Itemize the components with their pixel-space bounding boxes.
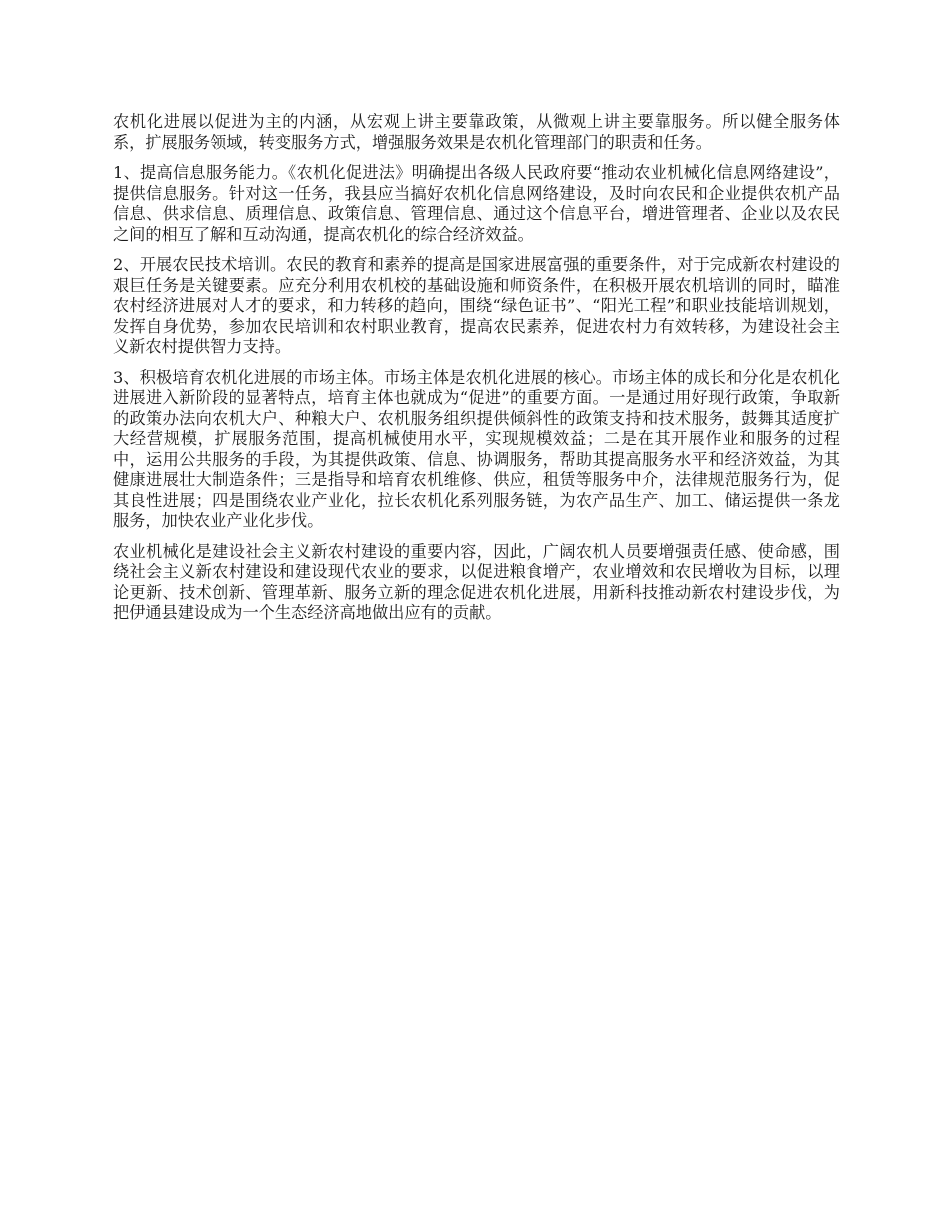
document-body xyxy=(113,112,840,634)
paragraph-information-service: 1、提高信息服务能力。《农机化促进法》明确提出各级人民政府要“推动农业机械化信息网络建设”，提供信息服务。针对这一任务，我县应当搞好农机化信息网络建设，及时向农民和企业提供农机产品信息、供求信息、质理信息、政策信息、管理信息、通过这个信息平台，增进管理者、企业以及农民之间的相互了解和互动沟通，提高农机化的综合经济效益。 xyxy=(113,163,840,244)
paragraph-market-entities: 3、积极培育农机化进展的市场主体。市场主体是农机化进展的核心。市场主体的成长和分化是农机化进展进入新阶段的显著特点，培育主体也就成为“促进”的重要方面。一是通过用好现行政策，争取新的政策办法向农机大户、种粮大户、农机服务组织提供倾斜性的政策支持和技术服务，鼓舞其适度扩大经营规模，扩展服务范围，提高机械使用水平，实现规模效益；二是在其开展作业和服务的过程中，运用公共服务的手段，为其提供政策、信息、协调服务，帮助其提高服务水平和经济效益，为其健康进展壮大制造条件；三是指导和培育农机维修、供应，租赁等服务中介，法律规范服务行为，促其良性进展；四是围绕农业产业化，拉长农机化系列服务链，为农产品生产、加工、储运提供一条龙服务，加快农业产业化步伐。 xyxy=(113,367,840,530)
paragraph-intro: 农机化进展以促进为主的内涵，从宏观上讲主要靠政策，从微观上讲主要靠服务。所以健全服务体系，扩展服务领域，转变服务方式，增强服务效果是农机化管理部门的职责和任务。 xyxy=(113,112,840,152)
paragraph-conclusion: 农业机械化是建设社会主义新农村建设的重要内容，因此，广阔农机人员要增强责任感、使命感，围绕社会主义新农村建设和建设现代农业的要求，以促进粮食增产，农业增效和农民增收为目标，以理论更新、技术创新、管理革新、服务立新的理念促进农机化进展，用新科技推动新农村建设步伐，为把伊通县建设成为一个生态经济高地做出应有的贡献。 xyxy=(113,541,840,622)
paragraph-farmer-training: 2、开展农民技术培训。农民的教育和素养的提高是国家进展富强的重要条件，对于完成新农村建设的艰巨任务是关键要素。应充分利用农机校的基础设施和师资条件，在积极开展农机培训的同时，瞄准农村经济进展对人才的要求，和力转移的趋向，围绕“绿色证书”、“阳光工程”和职业技能培训规划，发挥自身优势，参加农民培训和农村职业教育，提高农民素养，促进农村力有效转移，为建设社会主义新农村提供智力支持。 xyxy=(113,255,840,356)
